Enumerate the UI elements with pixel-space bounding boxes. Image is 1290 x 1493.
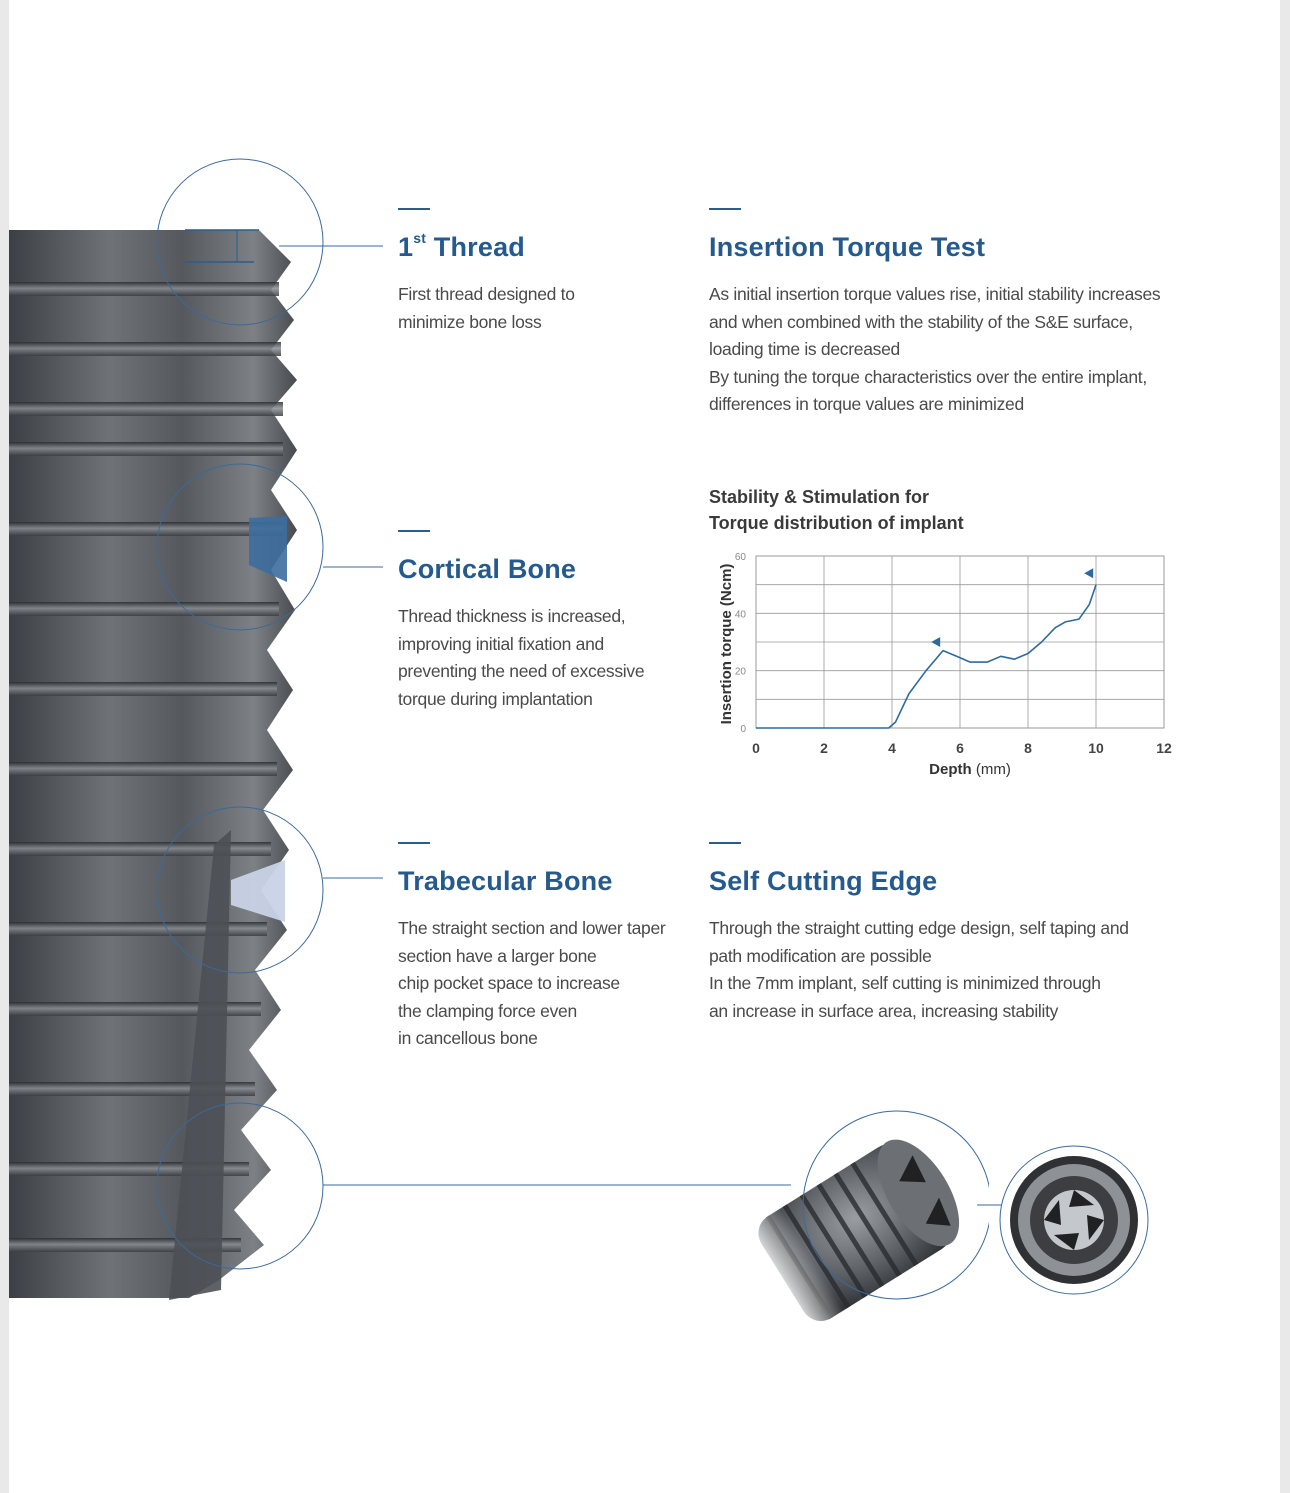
trabecular-bone-title: Trabecular Bone — [398, 866, 613, 896]
x-tick-label: 10 — [1088, 740, 1104, 756]
x-axis-label — [929, 761, 1011, 778]
section-cortical-bone — [398, 530, 644, 713]
insertion-torque-description: As initial insertion torque values rise, initial stability increases and when combined with the stability of the S&E surface, loading time is decreased By tuning the torque characteristics over the entire implant, differences in torque values are minimized — [709, 284, 1161, 415]
x-axis-label-unit: (mm) — [971, 761, 1011, 778]
heading-dash — [398, 208, 430, 210]
section-self-cutting-edge — [709, 842, 1129, 1025]
x-tick-label: 2 — [820, 740, 828, 756]
section-first-thread — [398, 208, 575, 336]
insertion-torque-title: Insertion Torque Test — [709, 232, 986, 262]
implant-tip-illustration — [729, 1100, 989, 1360]
self-cutting-edge-description: Through the straight cutting edge design, self taping and path modification are possible In the 7mm implant, self cutting is minimized through an increase in surface area, increasing stability — [709, 918, 1129, 1021]
peak-marker — [931, 637, 940, 647]
y-tick-label: 20 — [734, 666, 746, 678]
implant-bottom-view-illustration — [999, 1145, 1151, 1297]
y-tick-label: 60 — [734, 552, 746, 563]
chart-title: Stability & Stimulation for Torque distribution of implant — [709, 487, 964, 533]
x-tick-label: 12 — [1156, 740, 1172, 756]
cortical-bone-title: Cortical Bone — [398, 554, 577, 584]
heading-dash — [398, 842, 430, 844]
x-axis-label-main: Depth — [929, 761, 972, 778]
section-insertion-torque — [709, 208, 1160, 419]
trabecular-bone-description: The straight section and lower taper section have a larger bone chip pocket space to increase the clamping force even in cancellous bone — [398, 918, 666, 1049]
x-tick-label: 6 — [956, 740, 964, 756]
heading-dash — [709, 208, 741, 210]
x-tick-label: 4 — [888, 740, 896, 756]
torque-series-line — [756, 585, 1096, 728]
self-cutting-edge-title: Self Cutting Edge — [709, 866, 938, 896]
heading-dash — [398, 530, 430, 532]
y-axis-label: Insertion torque (Ncm) — [718, 563, 735, 725]
page — [9, 0, 1280, 1493]
cortical-bone-description: Thread thickness is increased, improving initial fixation and preventing the need of excessive torque during implantation — [398, 606, 645, 709]
y-tick-label: 40 — [734, 609, 746, 621]
peak-marker — [1084, 568, 1093, 578]
section-trabecular-bone — [398, 842, 665, 1053]
first-thread-title: 1st Thread — [398, 230, 525, 262]
torque-chart — [704, 548, 1184, 788]
x-tick-label: 8 — [1024, 740, 1032, 756]
y-tick-label: 0 — [740, 724, 746, 735]
x-tick-label: 0 — [752, 740, 760, 756]
heading-dash — [709, 842, 741, 844]
first-thread-description: First thread designed to minimize bone loss — [398, 284, 575, 332]
